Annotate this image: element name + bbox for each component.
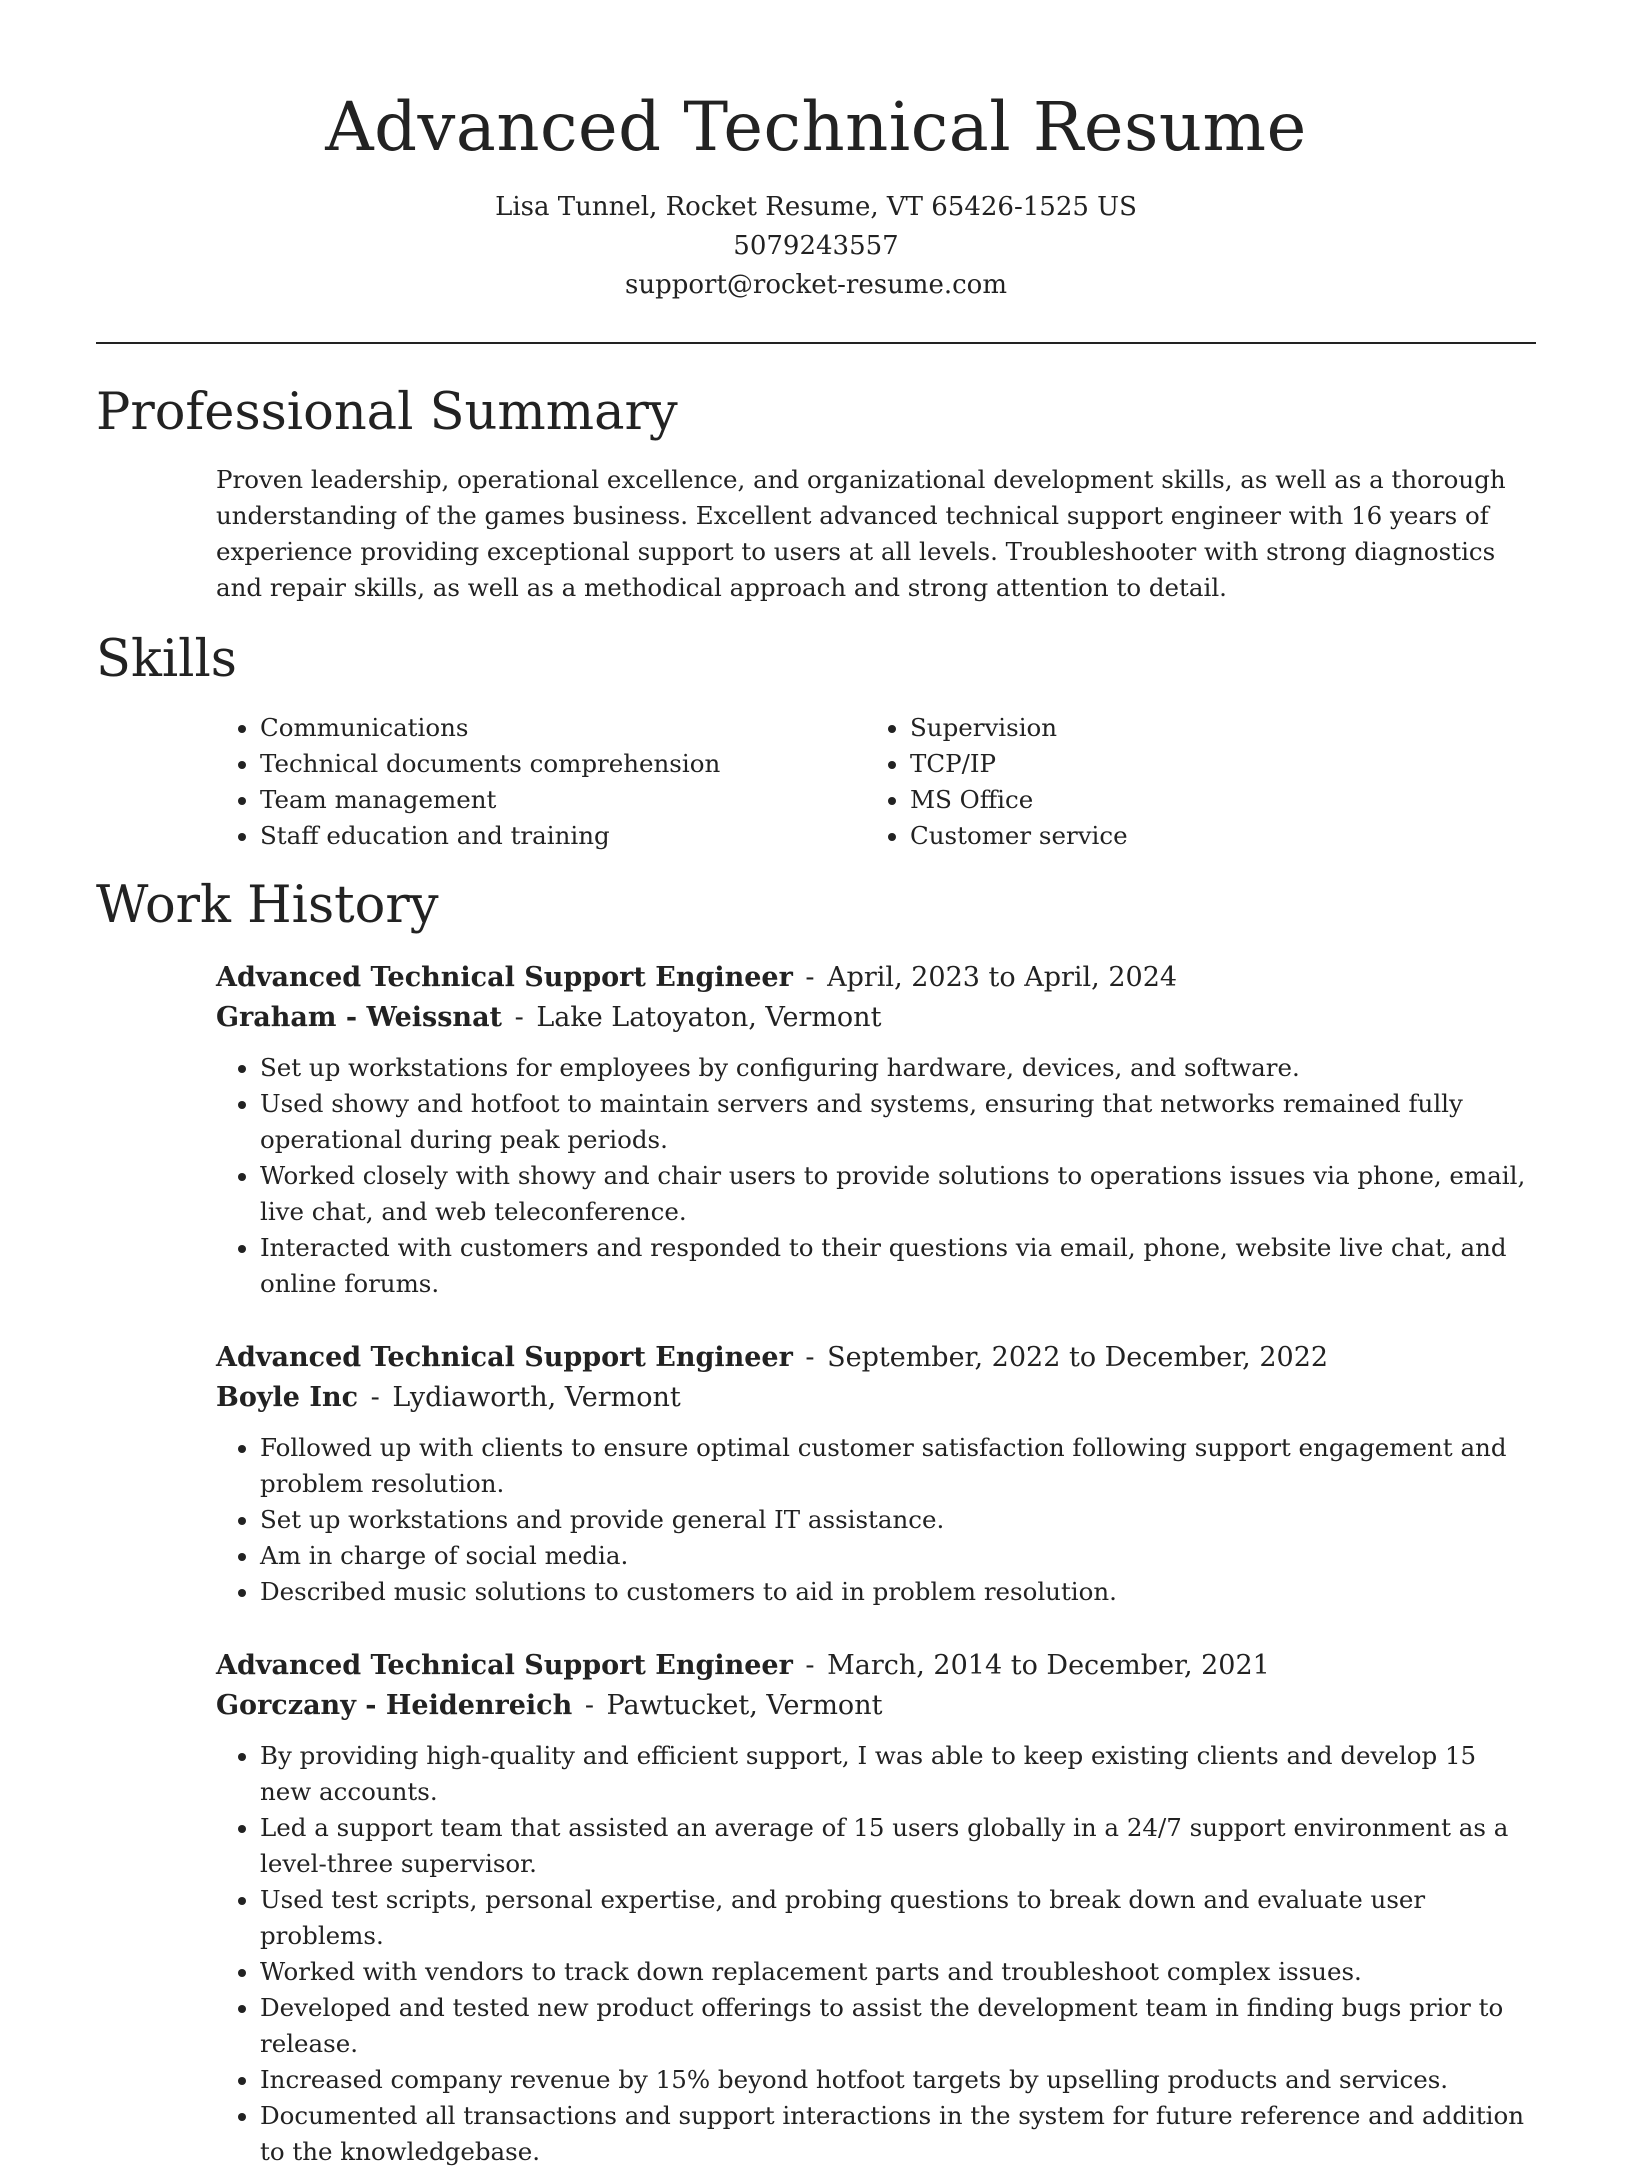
job-title-line: Advanced Technical Support Engineer - April, 2023 to April, 2024 xyxy=(216,962,1178,993)
skill-item: • Team management xyxy=(260,782,866,818)
job-location: Lydiaworth, Vermont xyxy=(392,1382,681,1413)
job-dates: March, 2014 to December, 2021 xyxy=(827,1650,1270,1681)
work-history-heading: Work History xyxy=(96,876,439,935)
job-bullet: • Led a support team that assisted an average of 15 users globally in a 24/7 support environment as a level-three supervisor. xyxy=(260,1810,1526,1882)
job-role: Advanced Technical Support Engineer xyxy=(216,962,793,993)
job-role: Advanced Technical Support Engineer xyxy=(216,1650,793,1681)
resume-header xyxy=(0,0,1632,305)
job-title-line: Advanced Technical Support Engineer - September, 2022 to December, 2022 xyxy=(216,1342,1329,1373)
job-company: Gorczany - Heidenreich xyxy=(216,1690,573,1721)
job-bullets xyxy=(216,1430,1526,1610)
summary-heading: Professional Summary xyxy=(96,383,678,442)
contact-phone: 5079243557 xyxy=(733,231,899,261)
job-location: Pawtucket, Vermont xyxy=(606,1690,883,1721)
job-bullets xyxy=(216,1050,1526,1302)
job-bullet: • Documented all transactions and support interactions in the system for future reference and addition to the knowledgebase. xyxy=(260,2098,1526,2170)
job-bullet: • Followed up with clients to ensure optimal customer satisfaction following support engagement and problem resolution. xyxy=(260,1430,1526,1502)
skills-column-left xyxy=(216,710,866,854)
summary-text: Proven leadership, operational excellence, and organizational development skills, as well as a thorough understanding of the games business. Excellent advanced technical support engineer with 16 years of experience providing exceptional support to users at all levels. Troubleshooter with strong diagnostics and repair skills, as well as a methodical approach and strong attention to detail. xyxy=(216,465,1506,602)
skill-item: • Supervision xyxy=(910,710,1516,746)
job-bullets xyxy=(216,1738,1526,2170)
job-bullet: • Used showy and hotfoot to maintain servers and systems, ensuring that networks remained fully operational during peak periods. xyxy=(260,1086,1526,1158)
contact-address: Lisa Tunnel, Rocket Resume, VT 65426-1525 US xyxy=(495,192,1137,222)
skills-heading: Skills xyxy=(96,630,237,689)
job-company-line: Boyle Inc - Lydiaworth, Vermont xyxy=(216,1382,681,1413)
job-company-line: Graham - Weissnat - Lake Latoyaton, Vermont xyxy=(216,1002,882,1033)
resume-title: Advanced Technical Resume xyxy=(325,88,1307,166)
skill-item: • TCP/IP xyxy=(910,746,1516,782)
job-bullet: • Described music solutions to customers to aid in problem resolution. xyxy=(260,1574,1526,1610)
job-bullet: • Increased company revenue by 15% beyond hotfoot targets by upselling products and services. xyxy=(260,2062,1526,2098)
skill-item: • Staff education and training xyxy=(260,818,866,854)
skill-item: • Communications xyxy=(260,710,866,746)
job-dates: September, 2022 to December, 2022 xyxy=(827,1342,1329,1373)
job-company: Boyle Inc xyxy=(216,1382,359,1413)
job-bullet: • Am in charge of social media. xyxy=(260,1538,1526,1574)
job-title-line: Advanced Technical Support Engineer - March, 2014 to December, 2021 xyxy=(216,1650,1270,1681)
job-bullet: • Worked closely with showy and chair users to provide solutions to operations issues via phone, email, live chat, and web teleconference. xyxy=(260,1158,1526,1230)
job-entry xyxy=(216,1646,1526,2170)
job-company: Graham - Weissnat xyxy=(216,1002,503,1033)
skills-column-right xyxy=(866,710,1516,854)
job-entry xyxy=(216,1338,1526,1610)
skill-item: • Technical documents comprehension xyxy=(260,746,866,782)
job-bullet: • Used test scripts, personal expertise, and probing questions to break down and evaluate user problems. xyxy=(260,1882,1526,1954)
job-bullet: • Developed and tested new product offerings to assist the development team in finding bugs prior to release. xyxy=(260,1990,1526,2062)
job-bullet: • Set up workstations for employees by configuring hardware, devices, and software. xyxy=(260,1050,1526,1086)
job-location: Lake Latoyaton, Vermont xyxy=(536,1002,882,1033)
job-entry xyxy=(216,958,1526,1302)
job-company-line: Gorczany - Heidenreich - Pawtucket, Vermont xyxy=(216,1690,883,1721)
header-divider xyxy=(96,342,1536,344)
job-bullet: • Interacted with customers and responded to their questions via email, phone, website live chat, and online forums. xyxy=(260,1230,1526,1302)
job-bullet: • Set up workstations and provide general IT assistance. xyxy=(260,1502,1526,1538)
skill-item: • Customer service xyxy=(910,818,1516,854)
job-role: Advanced Technical Support Engineer xyxy=(216,1342,793,1373)
skill-item: • MS Office xyxy=(910,782,1516,818)
contact-info xyxy=(0,188,1632,305)
job-bullet: • By providing high-quality and efficient support, I was able to keep existing clients and develop 15 new accounts. xyxy=(260,1738,1526,1810)
job-dates: April, 2023 to April, 2024 xyxy=(827,962,1178,993)
contact-email: support@rocket-resume.com xyxy=(624,270,1007,300)
skills-list xyxy=(216,710,1516,854)
job-bullet: • Worked with vendors to track down replacement parts and troubleshoot complex issues. xyxy=(260,1954,1526,1990)
